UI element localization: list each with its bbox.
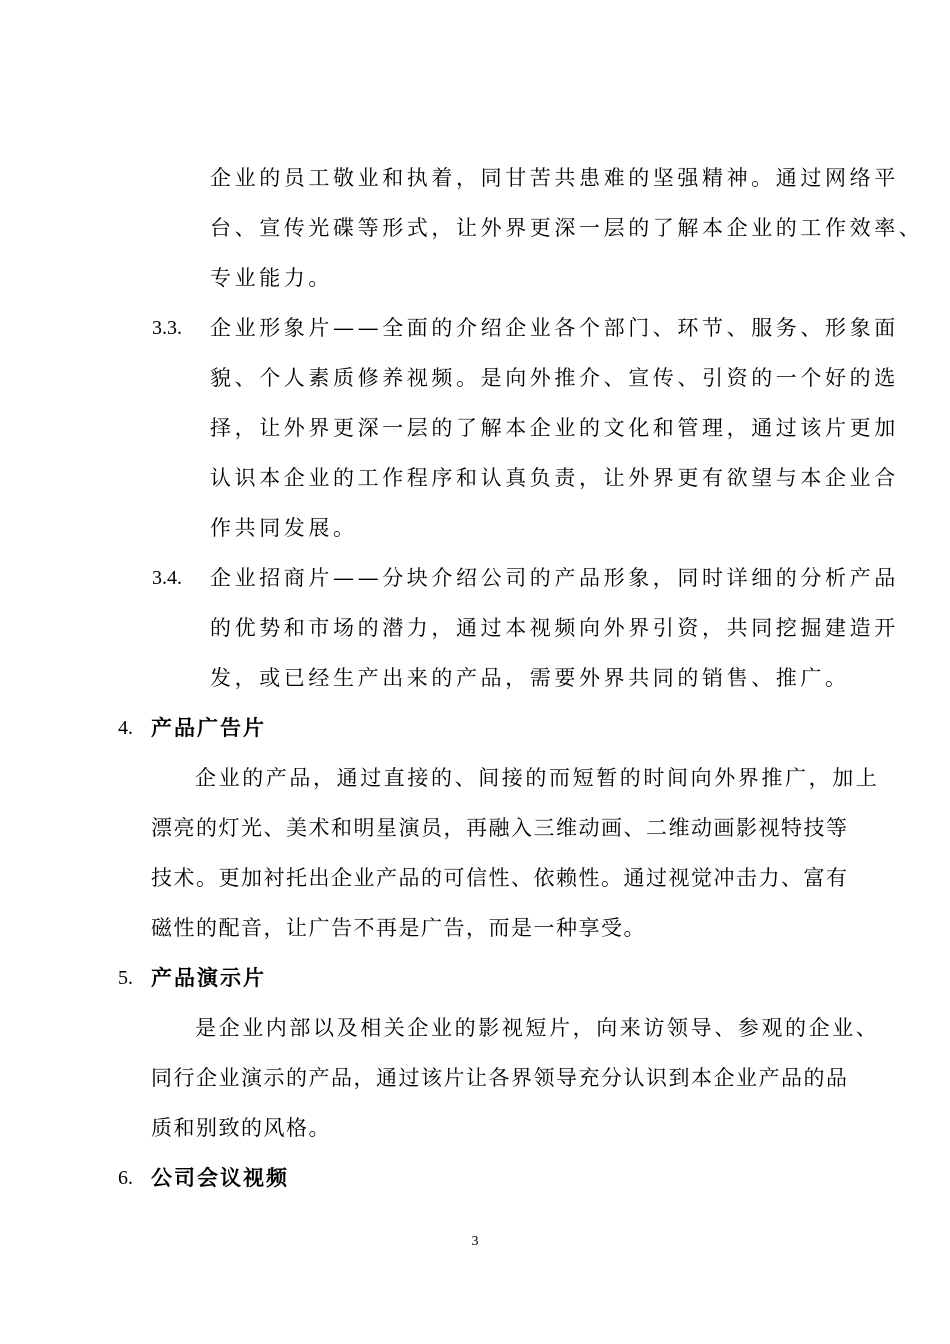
continuation-line-1: 企业的员工敬业和执着，同甘苦共患难的坚强精神。通过网络平 xyxy=(210,166,899,190)
item-3-4-line-3: 发，或已经生产出来的产品，需要外界共同的销售、推广。 xyxy=(210,666,850,690)
item-3-4-line-2: 的优势和市场的潜力，通过本视频向外界引资，共同挖掘建造开 xyxy=(210,616,899,640)
item-3-4-number: 3.4. xyxy=(152,567,182,589)
item-3-3-line-2: 貌、个人素质修养视频。是向外推介、宣传、引资的一个好的选 xyxy=(210,366,899,390)
section-4-line-3: 技术。更加衬托出企业产品的可信性、依赖性。通过视觉冲击力、富有 xyxy=(151,866,849,890)
section-4-line-1: 企业的产品，通过直接的、间接的而短暂的时间向外界推广，加上 xyxy=(195,766,880,790)
section-5-line-3: 质和别致的风格。 xyxy=(151,1116,331,1140)
item-3-3-line-3: 择，让外界更深一层的了解本企业的文化和管理，通过该片更加 xyxy=(210,416,899,440)
section-4-title: 产品广告片 xyxy=(151,715,266,740)
section-5-title: 产品演示片 xyxy=(151,965,266,990)
item-3-3-line-4: 认识本企业的工作程序和认真负责，让外界更有欲望与本企业合 xyxy=(210,466,899,490)
continuation-line-3: 专业能力。 xyxy=(210,266,333,290)
item-3-4-line-1: 企业招商片——分块介绍公司的产品形象，同时详细的分析产品 xyxy=(210,566,899,590)
page-number: 3 xyxy=(471,1234,479,1249)
section-4-number: 4. xyxy=(118,717,133,739)
section-5-line-2: 同行企业演示的产品，通过该片让各界领导充分认识到本企业产品的品 xyxy=(151,1066,849,1090)
item-3-3-line-1: 企业形象片——全面的介绍企业各个部门、环节、服务、形象面 xyxy=(210,316,899,340)
item-3-3-line-5: 作共同发展。 xyxy=(210,516,358,540)
section-4-line-2: 漂亮的灯光、美术和明星演员，再融入三维动画、二维动画影视特技等 xyxy=(151,816,849,840)
section-6-number: 6. xyxy=(118,1167,133,1189)
continuation-line-2: 台、宣传光碟等形式，让外界更深一层的了解本企业的工作效率、 xyxy=(210,216,924,240)
section-5-number: 5. xyxy=(118,967,133,989)
section-5-line-1: 是企业内部以及相关企业的影视短片，向来访领导、参观的企业、 xyxy=(195,1016,880,1040)
item-3-3-number: 3.3. xyxy=(152,317,182,339)
section-4-line-4: 磁性的配音，让广告不再是广告，而是一种享受。 xyxy=(151,916,646,940)
section-6-title: 公司会议视频 xyxy=(151,1165,289,1190)
